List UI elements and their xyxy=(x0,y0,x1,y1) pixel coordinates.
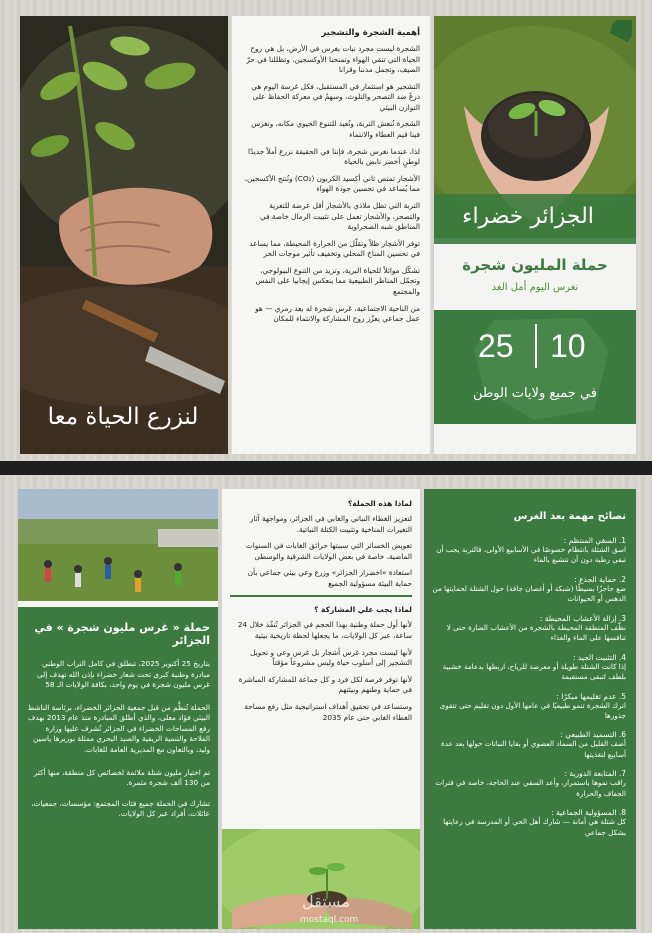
purpose-paragraph: تعويض الخسائر التي سببتها حرائق الغابات في السنوات الماضية، خاصة في بعض الولايات الشرقية والوسطى xyxy=(245,541,412,561)
tip-item xyxy=(432,769,626,799)
importance-paragraph: الشجرة تُنعش التربة، وتُعيد للتنوع الحيوي مكانه، وتغرس فينا قيم العطاء والانتماء xyxy=(251,119,420,140)
cover-banner-text: الجزائر خضراء xyxy=(462,204,594,229)
cover-subtitle: نغرس اليوم أمل الغد xyxy=(491,282,579,293)
participate-paragraph: لأنها أول حملة وطنية بهذا الحجم في الجزائر تُنفّذ خلال 24 ساعة، عبر كل الولايات، ما يجعلها لحظة تاريخية بيئية xyxy=(237,620,412,641)
tip-item xyxy=(432,692,626,722)
importance-paragraph: الشجرة ليست مجرد نبات يغرس في الأرض، بل هي روح الحياة التي تنقي الهواء وتمنحنا الأوكسجين، وتظللنا في حرّ الصيف، وتجمل مدننا وقرانا xyxy=(246,44,420,75)
tip-title: 5. عدم تقليمها مبكرًا : xyxy=(556,691,626,701)
planting-photo xyxy=(20,16,228,454)
campaign-paragraph: الحملة تُنظَّم من قبل جمعية الجزائر الخضراء، برئاسة الناشط البيئي فؤاد معلى، والذي أطلق المبادرة منذ عام 2013 بهدف رفع المساحات الخضراء في الجزائر تُشرف عليها وزارة الفلاحة والتنمية الريفية والصيد البحري ممثلة بوزيرها ياسين وليد، وبالتعاون مع المديرية العامة للغابات. xyxy=(27,702,210,755)
tips-title: نصائح مهمة بعد الغرس xyxy=(513,511,626,522)
participate-paragraph: وستساعد في تحقيق أهداف استراتيجية مثل رفع مساحة الغطاء الغابي حتى عام 2035 xyxy=(244,701,412,722)
tip-body: راقب نموها باستمرار، وأعد السقي عند الحاجة، خاصة في فترات الجفاف والحرارة xyxy=(435,778,626,798)
cover-panel xyxy=(434,16,636,454)
section-rule xyxy=(230,595,412,597)
tip-title: 6. التسميد الطبيعي : xyxy=(560,730,626,740)
tip-body: أضف القليل من السماد العضوي أو بقايا النباتات حولها بعد عدة أسابيع لتغذيتها xyxy=(441,739,626,759)
participate-paragraph: لأنها توفر فرصة لكل فرد و كل جماعة للمشاركة المباشرة في حماية وطنهم وبيئتهم xyxy=(238,674,412,695)
importance-paragraph: من الناحية الاجتماعية، غرس شجرة له بعد رمزي — هو عمل جماعي يعزّز روح المشاركة والانتماء للمكان xyxy=(255,303,420,324)
tip-body: نظّف المنطقة المحيطة بالشجرة من الأعشاب الضارة حتى لا تنافسها على الماء والغذاء xyxy=(446,622,626,643)
stat-left: 25 xyxy=(478,328,514,364)
tips-panel xyxy=(424,489,636,929)
tip-body: اترك الشجرة تنمو طبيعيًا في عامها الأول دون تقليم حتى تتقوى جذورها xyxy=(439,700,626,720)
tip-body: اسق الشتلة بانتظام خصوصًا في الأسابيع الأولى، فالتربة يجب أن تبقى رطبة دون أن تتشبع بالماء xyxy=(436,545,626,565)
stat-caption: في جميع ولايات الوطن xyxy=(473,386,597,401)
brochure-back-sheet xyxy=(0,475,652,933)
tip-item xyxy=(432,614,626,644)
why-panel xyxy=(222,489,420,929)
tip-title: 2. حماية الجذع : xyxy=(574,574,626,584)
importance-paragraph: تشكّل موائلاً للحياة البرية، وتزيد من التنوع البيولوجي، وتجمّل المناظر الطبيعية مما ينعكس إيجابيا على النفس والمجتمع xyxy=(255,265,420,296)
tip-item xyxy=(432,730,626,760)
campaign-heading: حملة « غرس مليون شجرة » في الجزائر xyxy=(34,621,210,647)
tip-body: ضع حاجزًا بسيطًا (شبكة أو أغصان جافة) حول الشتلة لحمايتها من الدهس أو الحيوانات xyxy=(432,583,626,604)
planting-photo-panel xyxy=(20,16,228,454)
campaign-paragraph: تشارك في الحملة جميع فئات المجتمع: مؤسسات، جمعيات، عائلات، أفراد عبر كل الولايات. xyxy=(31,798,210,819)
tip-title: 7. المتابعة الدورية : xyxy=(564,769,626,779)
tip-title: 4. التثبيت الجيد : xyxy=(572,652,626,662)
importance-paragraph: توفر الأشجار ظلاً وتقلّل من الحرارة المحيطة، مما يساعد في تحسين المناخ المحلي وتخفيف تأثير موجات الحر xyxy=(249,238,420,259)
tip-item xyxy=(432,808,626,838)
tip-item xyxy=(432,536,626,566)
tip-item xyxy=(432,575,626,605)
watermark: mostaql.com xyxy=(300,915,359,925)
participate-paragraph: لأنها ليست مجرد غرس أشجار بل غرس وعي و تحويل التشجير إلى أسلوب حياة وليس مشروعاً مؤقتاً xyxy=(250,647,412,668)
purpose-paragraph: لتعزيز الغطاء النباتي والغابي في الجزائر، ومواجهة آثار التغيرات المناخية وتثبيت الكتلة النباتية. xyxy=(249,514,412,534)
importance-paragraph: الأشجار تمتص ثاني أكسيد الكربون (CO₂) وتُنتج الأكسجين، مما يُساعد في تحسين جودة الهواء xyxy=(244,173,420,194)
importance-paragraph: التشجير هو استثمار في المستقبل، فكل غرسة اليوم هي درعٌ ضد التصحر والتلوث، وسهمٌ في معركة الحفاظ على التوازن البيئي xyxy=(251,81,420,112)
campaign-paragraph: تم اختيار مليون شتلة ملائمة لخصائص كل منطقة، منها أكثر من 130 ألف شجرة مثمرة. xyxy=(33,767,210,788)
tip-title: 1. السقي المنتظم : xyxy=(563,536,626,545)
campaign-panel xyxy=(18,489,218,929)
stats-box xyxy=(434,310,636,424)
brochure-front-sheet xyxy=(0,0,652,463)
importance-panel xyxy=(232,16,430,454)
tip-title: 3. إزالة الأعشاب المحيطة : xyxy=(539,613,626,623)
participate-title: لماذا يجب علي المشاركة ؟ xyxy=(314,605,412,615)
stat-right: 10 xyxy=(550,328,586,364)
volunteers-photo xyxy=(18,489,218,601)
hands-seedling-photo xyxy=(222,829,420,929)
campaign-section xyxy=(18,607,218,929)
purpose-paragraph: استعادة «اخضرار الجزائر» وزرع وعي بيئي جماعي بأن حماية البيئة مسؤولية الجميع xyxy=(247,568,412,588)
slogan-text: لنزرع الحياة معا xyxy=(47,404,199,430)
tip-body: كل شتلة هي أمانة — شارك أهل الحي أو المدرسة في رعايتها بشكل جماعي xyxy=(443,817,626,837)
importance-paragraph: لذا، عندما نغرس شجرة، فإننا في الحقيقة نزرع أملاً جديدًا لوطنٍ أخضر نابض بالحياة xyxy=(248,146,420,167)
tip-item xyxy=(432,653,626,683)
sheet-divider xyxy=(0,461,652,475)
importance-paragraph: التربة التي تظل ملاذي بالأشجار أقل عرضة للتعرية والتصحر، والأشجار تعمل على تثبيت الرمال خاصة في المناطق شبه الصحراوية xyxy=(260,200,420,232)
campaign-paragraph: بتاريخ 25 أكتوبر 2025، تنطلق في كامل التراب الوطني مبادرة وطنية كبرى تحت شعار خضراء بإذن الله تهدف إلى غرس مليون شجرة في يوم واحد، بكافة الولايات الـ 58 xyxy=(36,659,210,690)
watermark-ar: مستقل xyxy=(302,892,350,911)
stat-divider xyxy=(535,324,537,368)
purpose-title: لماذا هذه الحملة؟ xyxy=(347,499,412,508)
tip-body: إذا كانت الشتلة طويلة أو معرضة للرياح، اربطها بدعامة خشبية بلطف لتبقى مستقيمة xyxy=(442,661,626,682)
tip-title: 8. المسؤولية الجماعية : xyxy=(551,808,626,818)
importance-title: أهمية الشجرة والتشجير xyxy=(321,28,420,38)
cover-title: حملة المليون شجرة xyxy=(462,256,608,274)
cover-banner xyxy=(434,194,636,244)
